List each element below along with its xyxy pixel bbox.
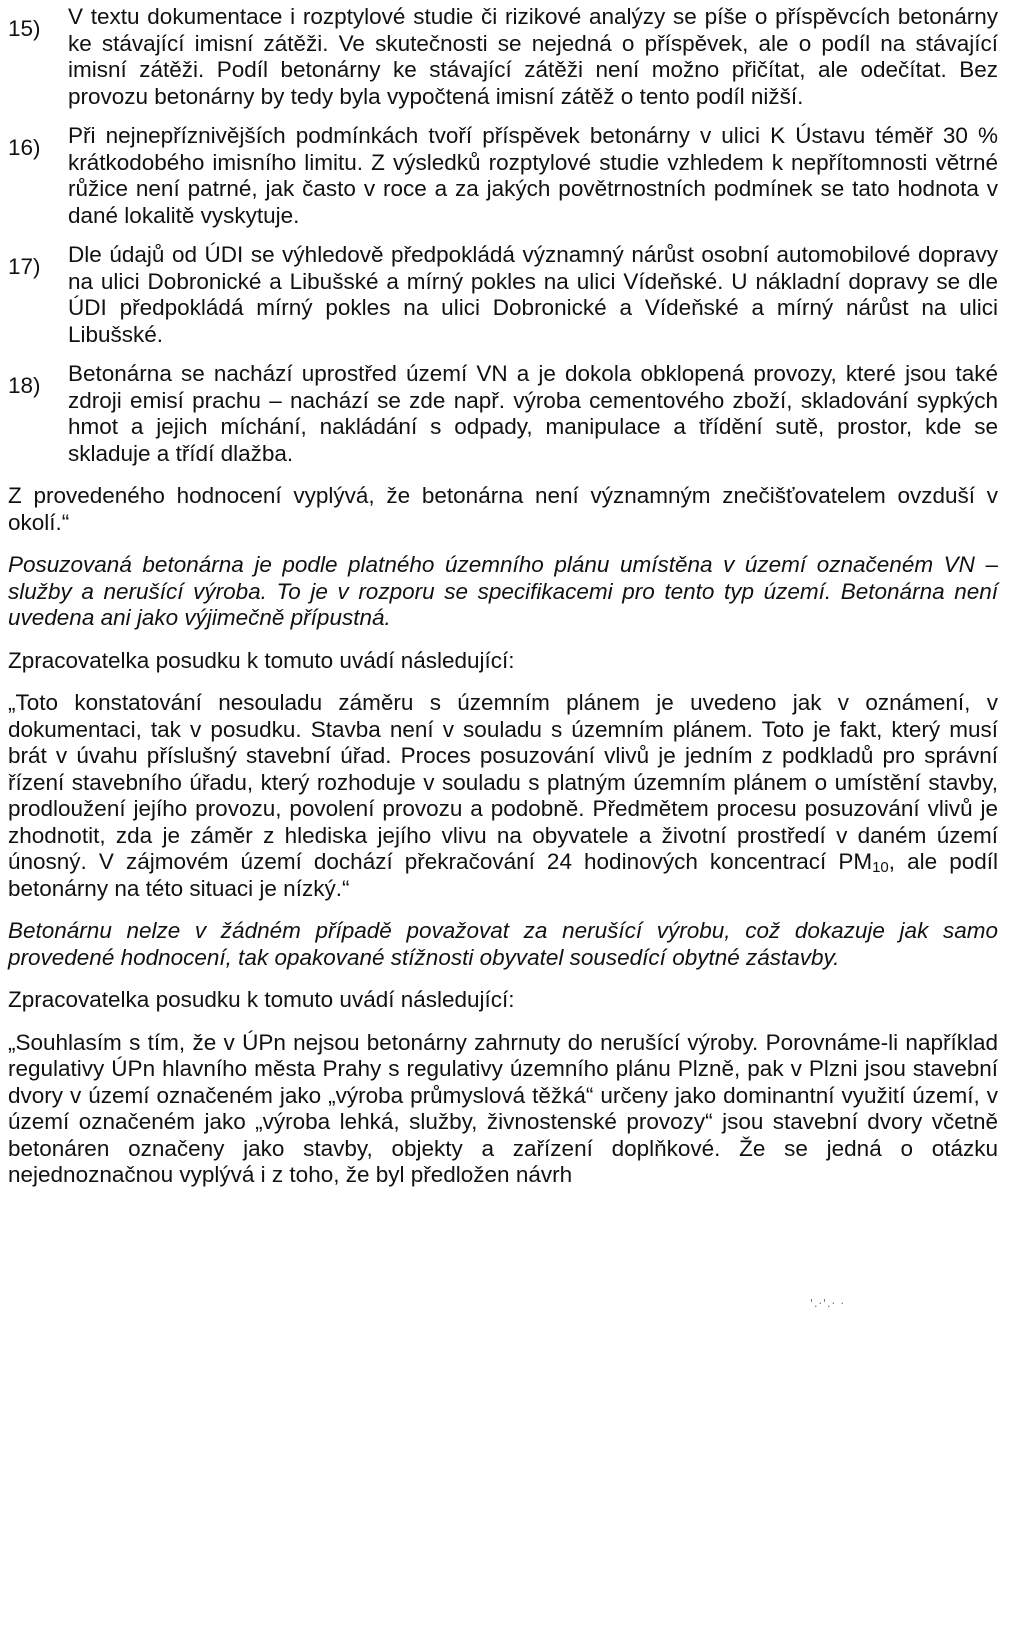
item-text: V textu dokumentace i rozptylové studie či rizikové analýzy se píše o příspěvcích betonárny ke stávající imisní zátěži. Ve skutečnosti se nejedná o příspěvek, ale o podíl na stávající imisní zátěži. Podíl betonárny ke stávající zátěži není možno přičítat, ale odečítat. Bez provozu betonárny by tedy byla vypočtená imisní zátěž o tento podíl nižší. [68,4,998,109]
response-intro-1: Zpracovatelka posudku k tomuto uvádí následující: [8,647,515,673]
list-item-18 [8,361,998,467]
item-text: Betonárna se nachází uprostřed území VN a je dokola obklopená provozy, které jsou také zdroji emisí prachu – nachází se zde např. výroba cementového zboží, skladování sypkých hmot a jejich míchání, nakládání s odpady, manipulace a třídění sutě, prostor, kde se skladuje a třídí dlažba. [68,361,998,466]
item-number: 15) [8,16,41,41]
objection-paragraph-1: Posuzovaná betonárna je podle platného územního plánu umístěna v území označeném VN – služby a nerušící výroba. To je v rozporu se specifikacemi pro tento typ území. Betonárna není uvedena ani jako výjimečně přípustná. [8,552,998,630]
item-text: Dle údajů od ÚDI se výhledově předpokládá významný nárůst osobní automobilové dopravy na ulici Dobronické a Libušské a mírný pokles na ulici Vídeňské. U nákladní dopravy se dle ÚDI předpokládá mírný pokles na ulici Dobronické a Vídeňské a mírný nárůst na ulici Libušské. [68,242,998,347]
response-1-text: „Toto konstatování nesouladu záměru s územním plánem je uvedeno jak v oznámení, v dokumentaci, tak v posudku. Stavba není v souladu s územním plánem. Toto je fakt, který musí brát v úvahu příslušný stavební úřad. Proces posuzování vlivů je jedním z podkladů pro správní řízení stavebního úřadu, který rozhoduje v souladu s platným územním plánem o umístění stavby, prodloužení jejího provozu, povolení provozu a podobně. Předmětem procesu posuzování vlivů je zhodnotit, zda je záměr z hlediska jejího vlivu na obyvatele a životní prostředí v daném území únosný. V zájmovém území dochází překračování 24 hodinových koncentrací PM [8,690,998,874]
list-item-16 [8,123,998,229]
pm-subscript: 10 [872,859,889,876]
response-intro-2: Zpracovatelka posudku k tomuto uvádí následující: [8,987,515,1012]
list-item-15 [8,4,998,110]
response-paragraph-1 [8,690,998,902]
item-text: Při nejnepříznivějších podmínkách tvoří příspěvek betonárny v ulici K Ústavu téměř 30 % krátkodobého imisního limitu. Z výsledků rozptylové studie vzhledem k nepřítomnosti větrné růžice není patrné, jak často v roce a za jakých povětrnostních podmínek se tato hodnota v dané lokalitě vyskytuje. [68,123,998,228]
objection-paragraph-2: Betonárnu nelze v žádném případě považovat za nerušící výrobu, což dokazuje jak samo provedené hodnocení, tak opakované stížnosti obyvatel sousedící obytné zástavby. [8,918,998,970]
conclusion-paragraph: Z provedeného hodnocení vyplývá, že betonárna není významným znečišťovatelem ovzduší v okolí.“ [8,483,998,535]
item-number: 16) [8,135,41,160]
response-1-text-end: , ale podíl betonárny na této situaci je nízký.“ [8,849,998,901]
item-number: 17) [8,254,41,279]
scan-artifact: '.·'.· · [810,1297,846,1310]
response-paragraph-2: „Souhlasím s tím, že v ÚPn nejsou betonárny zahrnuty do nerušící výroby. Porovnáme-li například regulativy ÚPn hlavního města Prahy s regulativy územního plánu Plzně, pak v Plzni jsou stavební dvory v území označeném jako „výroba průmyslová těžká“ určeny jako dominantní využití území, v území označeném jako „výroba lehká, služby, živnostenské provozy“ jsou stavební dvory včetně betonáren označeny jako stavby, objekty a zařízení doplňkové. Že se jedná o otázku nejednoznačnou vyplývá i z toho, že byl předložen návrh [8,1029,998,1187]
list-item-17 [8,242,998,348]
item-number: 18) [8,373,41,398]
